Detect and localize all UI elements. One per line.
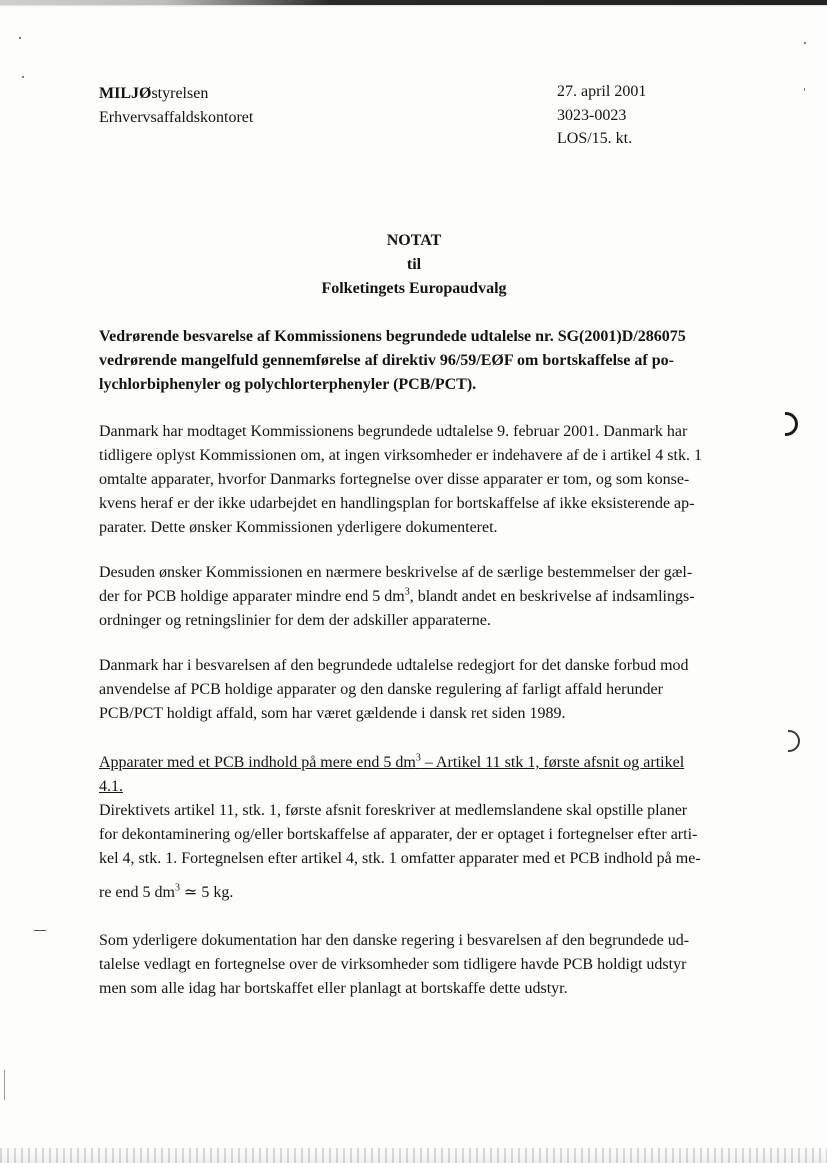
paragraph-response [99, 654, 731, 726]
office-name: Erhvervsaffaldskontoret [99, 109, 254, 126]
text-fragment: Apparater med et PCB indhold på mere end 5 dm [99, 754, 416, 771]
agency-name-prefix: MILJØ [99, 85, 152, 102]
paragraph-line: ordninger og retningslinier for dem der adskiller apparaterne. [99, 612, 491, 629]
paragraph-line: for dekontaminering og/eller bortskaffelse af apparater, der er optaget i fortegnelser efter arti- [99, 826, 698, 843]
paragraph-line: omtalte apparater, hvorfor Danmarks fortegnelse over disse apparater er tom, og som konse- [99, 471, 690, 488]
scan-speck [19, 37, 21, 39]
subject-line: lychlorbiphenyler og polychlorterphenyler (PCB/PCT). [99, 376, 477, 393]
document-title [99, 229, 729, 301]
agency-name-suffix: styrelsen [151, 85, 209, 102]
paragraph-line: Danmark har modtaget Kommissionens begrundede udtalelse 9. februar 2001. Danmark har [99, 423, 688, 440]
section-article-11 [99, 751, 731, 905]
scan-margin-line [4, 1070, 5, 1100]
scan-edge-shadow [0, 5, 827, 7]
scan-edge-bottom [0, 1148, 827, 1163]
agency-name [99, 82, 253, 106]
paragraph-intro [99, 420, 731, 540]
paragraph-line: Direktivets artikel 11, stk. 1, første afsnit foreskriver at medlemslandene skal opstille planer [99, 802, 688, 819]
title-line-1: NOTAT [386, 232, 442, 249]
text-fragment: , blandt andet en beskrivelse af indsamlings- [409, 588, 695, 605]
paragraph-line: Danmark har i besvarelsen af den begrundede udtalelse redegjort for det danske forbud mod [99, 657, 689, 674]
subject-line: Vedrørende besvarelse af Kommissionens begrundede udtalelse nr. SG(2001)D/286075 [99, 328, 686, 345]
superscript: 3 [404, 586, 410, 598]
text-fragment: ≃ 5 kg. [179, 884, 234, 901]
text-fragment: re end 5 dm [99, 884, 175, 901]
scan-margin-dash [34, 930, 46, 931]
paragraph-line: kel 4, stk. 1. Fortegnelsen efter artikel 4, stk. 1 omfatter apparater med et PCB indhold på me- [99, 850, 701, 867]
paragraph-request [99, 561, 731, 633]
paragraph-line: Desuden ønsker Kommissionen en nærmere beskrivelse af de særlige bestemmelser der gæl- [99, 564, 693, 581]
paragraph-line [99, 881, 731, 905]
paragraph-line: anvendelse af PCB holdige apparater og den danske regulering af farligt affald herunder [99, 681, 663, 698]
paragraph-line: kvens heraf er der ikke udarbejdet en handlingsplan for bortskaffelse af ikke eksisterende ap- [99, 495, 695, 512]
text-fragment: – Artikel 11 stk 1, første afsnit og artikel [420, 754, 685, 771]
title-line-2: til [406, 256, 422, 273]
scan-speck [804, 88, 805, 91]
paragraph-line: talelse vedlagt en fortegnelse over de virksomheder som tidligere havde PCB holdigt udstyr [99, 956, 687, 973]
subject-heading [99, 325, 729, 397]
paragraph-line: tidligere oplyst Kommissionen om, at ingen virksomheder er indehavere af de i artikel 4 stk. 1 [99, 447, 702, 464]
superscript: 3 [174, 882, 180, 894]
section-heading-continued: 4.1. [99, 778, 123, 795]
document-meta [557, 80, 646, 151]
subject-line: vedrørende mangelfuld gennemførelse af direktiv 96/59/EØF om bortskaffelse af po- [99, 352, 674, 369]
document-date: 27. april 2001 [557, 83, 647, 100]
paragraph-line: Som yderligere dokumentation har den danske regering i besvarelsen af den begrundede ud- [99, 932, 690, 949]
section-heading [99, 751, 731, 775]
scan-speck [22, 76, 24, 78]
superscript: 3 [415, 752, 421, 764]
paragraph-line [99, 585, 731, 609]
punch-hole-mark [785, 412, 798, 436]
paragraph-line: men som alle idag har bortskaffet eller planlagt at bortskaffe dette udstyr. [99, 980, 568, 997]
sender-block [99, 82, 253, 130]
line-gap [99, 871, 731, 881]
punch-hole-mark [788, 730, 800, 752]
paragraph-documentation [99, 929, 731, 1001]
document-reference: 3023-0023 [557, 106, 627, 124]
title-line-3: Folketingets Europaudvalg [321, 280, 507, 297]
document-case: LOS/15. kt. [557, 130, 633, 147]
paragraph-line: parater. Dette ønsker Kommissionen yderligere dokumenteret. [99, 519, 498, 536]
text-fragment: der for PCB holdige apparater mindre end 5 dm [99, 588, 405, 605]
paragraph-line: PCB/PCT holdigt affald, som har været gældende i dansk ret siden 1989. [99, 705, 566, 722]
scan-speck [804, 42, 806, 44]
